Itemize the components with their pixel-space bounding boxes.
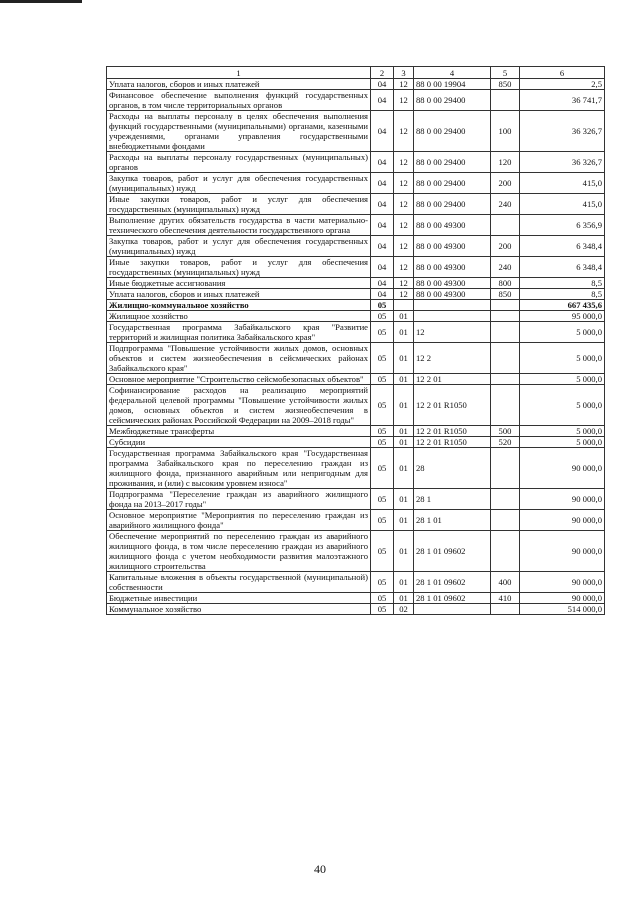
row-name-cell: Закупка товаров, работ и услуг для обеспечения государственных (муниципальных) нужд [107, 236, 371, 257]
subsection-code-cell: 02 [394, 604, 414, 615]
table-row [107, 448, 605, 489]
amount-cell: 5 000,0 [520, 343, 605, 374]
expense-type-cell [491, 448, 520, 489]
amount-cell: 90 000,0 [520, 572, 605, 593]
section-code-cell: 05 [371, 300, 394, 311]
subsection-code-cell: 12 [394, 289, 414, 300]
section-code-cell: 05 [371, 448, 394, 489]
amount-cell: 6 348,4 [520, 257, 605, 278]
target-article-cell: 28 1 01 [414, 510, 491, 531]
expense-type-cell [491, 374, 520, 385]
row-name-cell: Выполнение других обязательств государства в части материально-технического обеспечения деятельности государственного органа [107, 215, 371, 236]
section-code-cell: 04 [371, 194, 394, 215]
subsection-code-cell: 01 [394, 343, 414, 374]
expense-type-cell: 100 [491, 111, 520, 152]
row-name-cell: Финансовое обеспечение выполнения функций государственных органов, в том числе территориальных органов [107, 90, 371, 111]
table-header-row [107, 67, 605, 79]
target-article-cell: 88 0 00 29400 [414, 152, 491, 173]
expense-type-cell [491, 604, 520, 615]
subsection-code-cell: 01 [394, 426, 414, 437]
amount-cell: 667 435,6 [520, 300, 605, 311]
target-article-cell [414, 300, 491, 311]
row-name-cell: Подпрограмма "Повышение устойчивости жилых домов, основных объектов и систем жизнеобеспечения в сейсмических районах Забайкальского края" [107, 343, 371, 374]
table-row [107, 489, 605, 510]
subsection-code-cell: 12 [394, 152, 414, 173]
subsection-code-cell: 12 [394, 257, 414, 278]
amount-cell: 5 000,0 [520, 437, 605, 448]
table-row [107, 194, 605, 215]
table-row [107, 278, 605, 289]
subsection-code-cell: 12 [394, 173, 414, 194]
table-row [107, 510, 605, 531]
amount-cell: 36 326,7 [520, 152, 605, 173]
target-article-cell [414, 604, 491, 615]
target-article-cell: 88 0 00 29400 [414, 111, 491, 152]
row-name-cell: Основное мероприятие "Строительство сейсмобезопасных объектов" [107, 374, 371, 385]
row-name-cell: Бюджетные инвестиции [107, 593, 371, 604]
subsection-code-cell: 01 [394, 385, 414, 426]
expense-type-cell: 500 [491, 426, 520, 437]
section-code-cell: 04 [371, 79, 394, 90]
header-cell: 2 [371, 67, 394, 79]
section-code-cell: 04 [371, 257, 394, 278]
table-row [107, 236, 605, 257]
target-article-cell: 12 2 01 R1050 [414, 426, 491, 437]
section-code-cell: 05 [371, 572, 394, 593]
expense-type-cell: 520 [491, 437, 520, 448]
target-article-cell: 88 0 00 19904 [414, 79, 491, 90]
amount-cell: 5 000,0 [520, 426, 605, 437]
table-row [107, 426, 605, 437]
section-code-cell: 05 [371, 385, 394, 426]
row-name-cell: Межбюджетные трансферты [107, 426, 371, 437]
target-article-cell: 28 1 01 09602 [414, 531, 491, 572]
row-name-cell: Расходы на выплаты персоналу государственных (муниципальных) органов [107, 152, 371, 173]
expense-type-cell [491, 489, 520, 510]
subsection-code-cell: 01 [394, 448, 414, 489]
table-row [107, 437, 605, 448]
section-code-cell: 05 [371, 604, 394, 615]
table-row [107, 374, 605, 385]
row-name-cell: Жилищно-коммунальное хозяйство [107, 300, 371, 311]
subsection-code-cell: 12 [394, 194, 414, 215]
expense-type-cell: 200 [491, 173, 520, 194]
subsection-code-cell: 01 [394, 374, 414, 385]
table-row [107, 531, 605, 572]
subsection-code-cell: 12 [394, 215, 414, 236]
row-name-cell: Подпрограмма "Переселение граждан из аварийного жилищного фонда на 2013–2017 годы" [107, 489, 371, 510]
table-row [107, 385, 605, 426]
amount-cell: 90 000,0 [520, 489, 605, 510]
table-row [107, 572, 605, 593]
row-name-cell: Иные бюджетные ассигнования [107, 278, 371, 289]
amount-cell: 90 000,0 [520, 593, 605, 604]
amount-cell: 5 000,0 [520, 385, 605, 426]
row-name-cell: Жилищное хозяйство [107, 311, 371, 322]
subsection-code-cell: 01 [394, 593, 414, 604]
row-name-cell: Государственная программа Забайкальского края "Развитие территорий и жилищная политика Забайкальского края" [107, 322, 371, 343]
table-row [107, 152, 605, 173]
subsection-code-cell [394, 300, 414, 311]
table-row [107, 257, 605, 278]
section-code-cell: 05 [371, 311, 394, 322]
amount-cell: 6 356,9 [520, 215, 605, 236]
expense-type-cell: 850 [491, 79, 520, 90]
section-code-cell: 05 [371, 426, 394, 437]
table-row [107, 322, 605, 343]
subsection-code-cell: 01 [394, 531, 414, 572]
amount-cell: 90 000,0 [520, 448, 605, 489]
table-row [107, 289, 605, 300]
expense-type-cell [491, 510, 520, 531]
row-name-cell: Субсидии [107, 437, 371, 448]
section-code-cell: 04 [371, 236, 394, 257]
amount-cell: 36 326,7 [520, 111, 605, 152]
table-row [107, 79, 605, 90]
budget-table [106, 66, 605, 615]
expense-type-cell [491, 90, 520, 111]
target-article-cell [414, 311, 491, 322]
row-name-cell: Коммунальное хозяйство [107, 604, 371, 615]
amount-cell: 5 000,0 [520, 322, 605, 343]
target-article-cell: 88 0 00 29400 [414, 194, 491, 215]
row-name-cell: Иные закупки товаров, работ и услуг для обеспечения государственных (муниципальных) нужд [107, 194, 371, 215]
target-article-cell: 88 0 00 29400 [414, 173, 491, 194]
header-cell: 6 [520, 67, 605, 79]
subsection-code-cell: 12 [394, 90, 414, 111]
amount-cell: 8,5 [520, 278, 605, 289]
amount-cell: 514 000,0 [520, 604, 605, 615]
header-cell: 3 [394, 67, 414, 79]
expense-type-cell: 800 [491, 278, 520, 289]
expense-type-cell: 240 [491, 194, 520, 215]
row-name-cell: Закупка товаров, работ и услуг для обеспечения государственных (муниципальных) нужд [107, 173, 371, 194]
section-code-cell: 05 [371, 374, 394, 385]
section-code-cell: 04 [371, 90, 394, 111]
table-row [107, 604, 605, 615]
table-row [107, 111, 605, 152]
expense-type-cell: 410 [491, 593, 520, 604]
section-code-cell: 05 [371, 437, 394, 448]
amount-cell: 415,0 [520, 194, 605, 215]
budget-table-body [107, 67, 605, 615]
target-article-cell: 12 2 01 R1050 [414, 437, 491, 448]
amount-cell: 5 000,0 [520, 374, 605, 385]
section-code-cell: 04 [371, 278, 394, 289]
target-article-cell: 88 0 00 49300 [414, 215, 491, 236]
expense-type-cell [491, 531, 520, 572]
page-number: 40 [314, 862, 326, 876]
top-edge-mark [0, 0, 82, 3]
amount-cell: 90 000,0 [520, 510, 605, 531]
table-row [107, 90, 605, 111]
subsection-code-cell: 12 [394, 79, 414, 90]
row-name-cell: Софинансирование расходов на реализацию мероприятий федеральной целевой программы "Повышение устойчивости жилых домов, основных объектов и систем жизнеобеспечения в сейсмических районах Российской Федерации на 2009–2018 годы" [107, 385, 371, 426]
expense-type-cell [491, 322, 520, 343]
row-name-cell: Основное мероприятие "Мероприятия по переселению граждан из аварийного жилищного фонда" [107, 510, 371, 531]
expense-type-cell: 850 [491, 289, 520, 300]
target-article-cell: 28 1 01 09602 [414, 572, 491, 593]
amount-cell: 36 741,7 [520, 90, 605, 111]
target-article-cell: 88 0 00 29400 [414, 90, 491, 111]
expense-type-cell: 120 [491, 152, 520, 173]
section-code-cell: 05 [371, 531, 394, 572]
table-row [107, 215, 605, 236]
expense-type-cell [491, 215, 520, 236]
subsection-code-cell: 01 [394, 510, 414, 531]
section-code-cell: 04 [371, 215, 394, 236]
expense-type-cell [491, 385, 520, 426]
expense-type-cell: 240 [491, 257, 520, 278]
target-article-cell: 12 2 [414, 343, 491, 374]
target-article-cell: 28 1 01 09602 [414, 593, 491, 604]
row-name-cell: Иные закупки товаров, работ и услуг для обеспечения государственных (муниципальных) нужд [107, 257, 371, 278]
header-cell: 4 [414, 67, 491, 79]
expense-type-cell [491, 300, 520, 311]
table-row [107, 173, 605, 194]
section-code-cell: 04 [371, 152, 394, 173]
amount-cell: 95 000,0 [520, 311, 605, 322]
amount-cell: 415,0 [520, 173, 605, 194]
expense-type-cell [491, 311, 520, 322]
expense-type-cell [491, 343, 520, 374]
row-name-cell: Обеспечение мероприятий по переселению граждан из аварийного жилищного фонда, в том числе переселению граждан из аварийного жилищного фонда с учетом необходимости развития малоэтажного жилищного строительства [107, 531, 371, 572]
target-article-cell: 12 2 01 [414, 374, 491, 385]
section-code-cell: 04 [371, 289, 394, 300]
subsection-code-cell: 01 [394, 489, 414, 510]
target-article-cell: 88 0 00 49300 [414, 289, 491, 300]
table-row [107, 300, 605, 311]
amount-cell: 2,5 [520, 79, 605, 90]
subsection-code-cell: 01 [394, 437, 414, 448]
subsection-code-cell: 01 [394, 572, 414, 593]
header-cell: 1 [107, 67, 371, 79]
target-article-cell: 28 [414, 448, 491, 489]
section-code-cell: 04 [371, 173, 394, 194]
table-row [107, 593, 605, 604]
table-row [107, 311, 605, 322]
subsection-code-cell: 12 [394, 278, 414, 289]
target-article-cell: 88 0 00 49300 [414, 236, 491, 257]
row-name-cell: Государственная программа Забайкальского края "Государственная программа Забайкальского края по переселению граждан из жилищного фонда, признанного аварийным или непригодным для проживания, и (или) с высоким уровнем износа" [107, 448, 371, 489]
target-article-cell: 12 [414, 322, 491, 343]
table-row [107, 343, 605, 374]
section-code-cell: 05 [371, 343, 394, 374]
amount-cell: 90 000,0 [520, 531, 605, 572]
section-code-cell: 05 [371, 510, 394, 531]
amount-cell: 8,5 [520, 289, 605, 300]
target-article-cell: 28 1 [414, 489, 491, 510]
row-name-cell: Уплата налогов, сборов и иных платежей [107, 79, 371, 90]
subsection-code-cell: 12 [394, 236, 414, 257]
target-article-cell: 12 2 01 R1050 [414, 385, 491, 426]
amount-cell: 6 348,4 [520, 236, 605, 257]
subsection-code-cell: 12 [394, 111, 414, 152]
row-name-cell: Капитальные вложения в объекты государственной (муниципальной) собственности [107, 572, 371, 593]
header-cell: 5 [491, 67, 520, 79]
expense-type-cell: 200 [491, 236, 520, 257]
row-name-cell: Расходы на выплаты персоналу в целях обеспечения выполнения функций государственными (муниципальными) органами, казенными учреждениями, органами управления государственными внебюджетными фондами [107, 111, 371, 152]
section-code-cell: 04 [371, 111, 394, 152]
target-article-cell: 88 0 00 49300 [414, 257, 491, 278]
target-article-cell: 88 0 00 49300 [414, 278, 491, 289]
section-code-cell: 05 [371, 489, 394, 510]
section-code-cell: 05 [371, 593, 394, 604]
row-name-cell: Уплата налогов, сборов и иных платежей [107, 289, 371, 300]
section-code-cell: 05 [371, 322, 394, 343]
subsection-code-cell: 01 [394, 322, 414, 343]
expense-type-cell: 400 [491, 572, 520, 593]
subsection-code-cell: 01 [394, 311, 414, 322]
